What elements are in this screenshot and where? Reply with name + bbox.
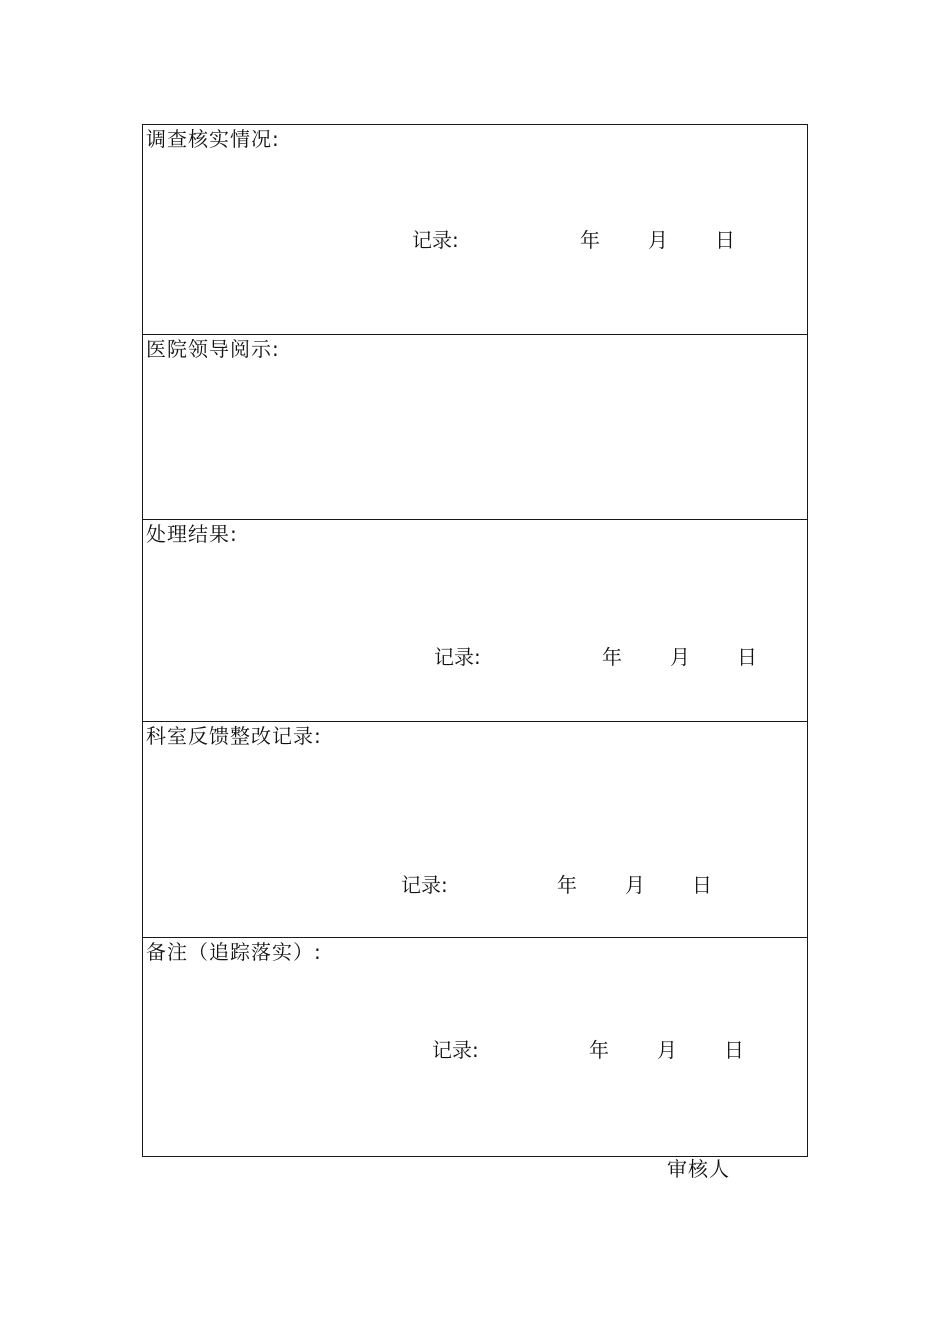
year-label: 年 (557, 873, 577, 897)
record-label: 记录: (432, 1038, 479, 1062)
section-title: 备注（追踪落实）: (146, 940, 322, 964)
record-label: 记录: (401, 873, 448, 897)
form-table (142, 124, 808, 1157)
record-label: 记录: (412, 228, 459, 252)
section-department-feedback (143, 721, 807, 938)
section-leadership-review (143, 334, 807, 520)
day-label: 日 (692, 873, 712, 897)
section-title: 科室反馈整改记录: (146, 724, 322, 748)
signature-line (143, 229, 803, 253)
section-title: 调查核实情况: (146, 127, 280, 151)
month-label: 月 (657, 1038, 677, 1062)
month-label: 月 (625, 873, 645, 897)
section-investigation (143, 125, 807, 335)
signature-line (143, 1039, 803, 1063)
year-label: 年 (589, 1038, 609, 1062)
day-label: 日 (715, 228, 735, 252)
section-title: 医院领导阅示: (146, 337, 280, 361)
day-label: 日 (724, 1038, 744, 1062)
record-label: 记录: (434, 645, 481, 669)
section-title: 处理结果: (146, 522, 238, 546)
signature-line (143, 874, 803, 898)
year-label: 年 (580, 228, 600, 252)
section-handling-result (143, 519, 807, 722)
month-label: 月 (670, 645, 690, 669)
reviewer-label: 审核人 (667, 1157, 730, 1181)
signature-line (143, 646, 803, 670)
day-label: 日 (737, 645, 757, 669)
year-label: 年 (602, 645, 622, 669)
section-remarks (143, 937, 807, 1156)
month-label: 月 (648, 228, 668, 252)
